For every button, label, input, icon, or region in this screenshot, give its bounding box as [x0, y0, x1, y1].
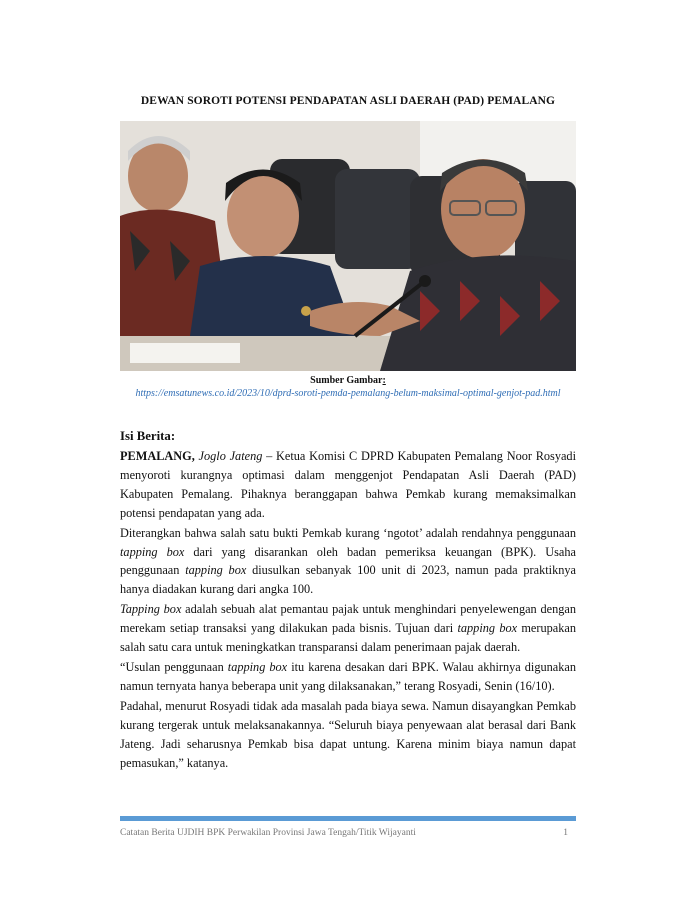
news-photo: [120, 121, 576, 371]
paragraph-3: Tapping box adalah sebuah alat pemantau pajak untuk menghindari penyelewengan dengan merekam setiap transaksi yang dilakukan pada bisnis. Tujuan dari tapping box merupakan salah satu cara untuk meningkatkan transparansi dalam penerimaan pajak daerah.: [120, 602, 576, 655]
image-source-label: Sumber Gambar:: [310, 375, 386, 386]
footer-divider: [120, 816, 576, 821]
image-source-link[interactable]: https://emsatunews.co.id/2023/10/dprd-soroti-pemda-pemalang-belum-maksimal-optimal-genjot-pad.html: [135, 387, 561, 399]
paragraph-1: PEMALANG, Joglo Jateng – Ketua Komisi C DPRD Kabupaten Pemalang Noor Rosyadi menyoroti kurangnya optimasi dalam menggenjot Pendapatan Asli Daerah (PAD) Kabupaten Pemalang. Pihaknya beranggapan bahwa Pemkab kurang memaksimalkan potensi pendapatan yang ada.: [120, 449, 576, 520]
footer-text: Catatan Berita UJDIH BPK Perwakilan Provinsi Jawa Tengah/Titik Wijayanti: [120, 828, 416, 838]
article-heading: Isi Berita:: [120, 429, 176, 443]
page-footer: [120, 828, 576, 838]
page-number: 1: [563, 828, 568, 838]
paragraph-5: Padahal, menurut Rosyadi tidak ada masalah pada biaya sewa. Namun disayangkan Pemkab kurang tergerak untuk melaksanakannya. “Seluruh biaya penyewaan alat berasal dari Bank Jateng. Jadi seharusnya Pemkab bisa dapat untung. Karena minim biaya namun dapat pemasukan,” katanya.: [120, 698, 576, 770]
photo-illustration: [120, 121, 576, 371]
paragraph-4: “Usulan penggunaan tapping box itu karena desakan dari BPK. Walau akhirnya digunakan namun ternyata hanya beberapa unit yang dilaksanakan,” terang Rosyadi, Senin (16/10).: [120, 659, 577, 693]
paragraph-2: Diterangkan bahwa salah satu bukti Pemkab kurang ‘ngotot’ adalah rendahnya penggunaan tapping box dari yang disarankan oleh badan pemeriksa keuangan (BPK). Usaha penggunaan tapping box diusulkan sebanyak 100 unit di 2023, namun pada praktiknya hanya diadakan kurang dari angka 100.: [120, 525, 576, 597]
article-body: [120, 428, 576, 773]
image-source: [120, 375, 576, 400]
article-title: DEWAN SOROTI POTENSI PENDAPATAN ASLI DAERAH (PAD) PEMALANG: [140, 95, 556, 107]
